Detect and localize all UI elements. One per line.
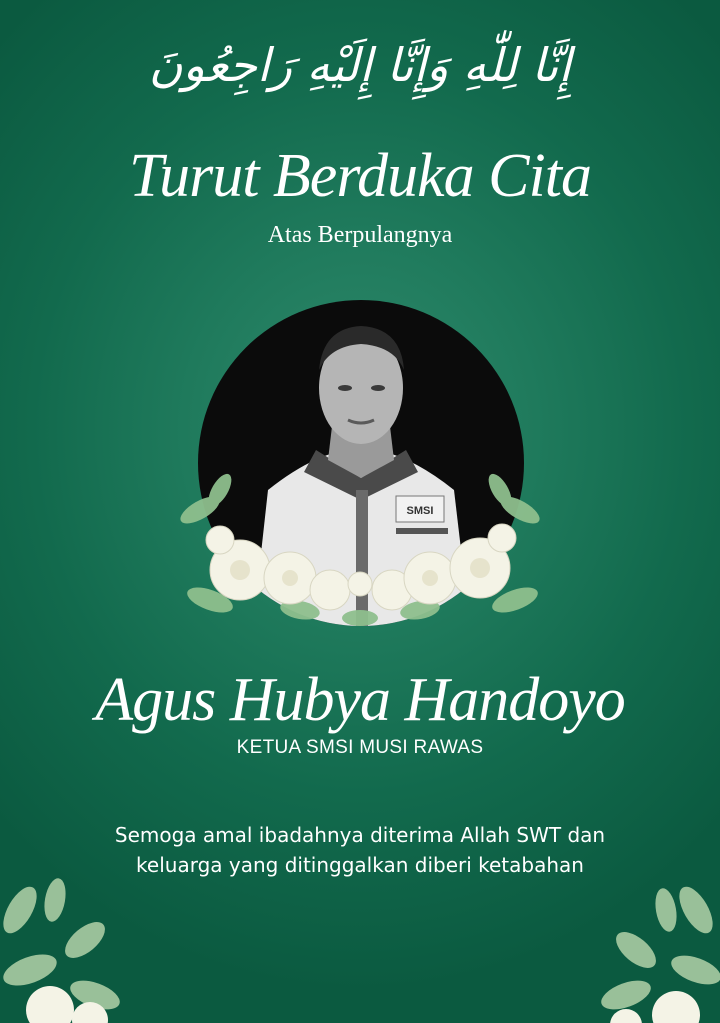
- shirt-logo-text: SMSI: [406, 505, 434, 517]
- condolence-title: Turut Berduka Cita: [129, 142, 591, 210]
- condolence-subtitle: Atas Berpulangnya: [267, 222, 453, 248]
- message-line-2: keluarga yang ditinggalkan diberi ketabahan: [136, 853, 584, 877]
- arabic-calligraphy: إِنَّا لِلّٰهِ وَإِنَّا إِلَيْهِ رَاجِعُونَ: [148, 38, 572, 92]
- condolence-message: [60, 820, 660, 880]
- deceased-role: KETUA SMSI MUSI RAWAS: [236, 737, 484, 758]
- leaves-decoration-left: [0, 870, 140, 1023]
- memorial-photo-frame: [198, 300, 524, 626]
- leaves-decoration-right: [596, 880, 720, 1023]
- deceased-name: Agus Hubya Handoyo: [95, 666, 625, 734]
- flower-arrangement: [180, 460, 542, 630]
- message-line-1: Semoga amal ibadahnya diterima Allah SWT dan: [114, 823, 606, 847]
